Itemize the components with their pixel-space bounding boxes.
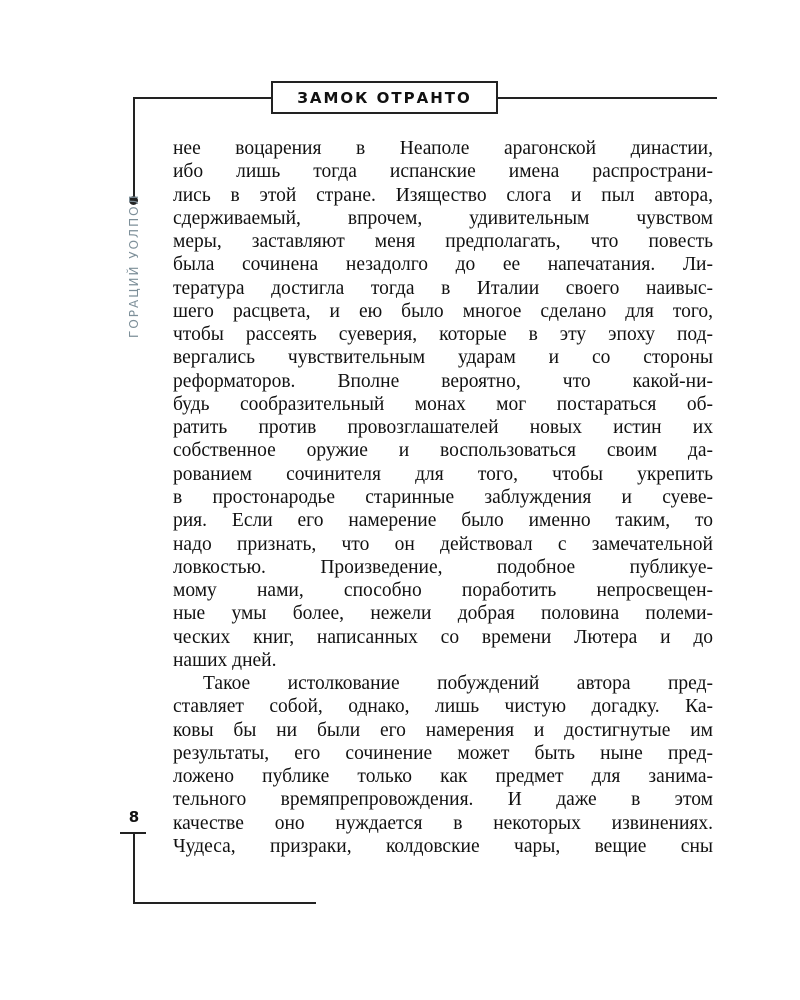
text-line: ложено публике только как предмет для занима- [173, 766, 713, 788]
text-line: рия. Если его намерение было именно таким, то [173, 510, 713, 532]
text-line: ные умы более, нежели добрая половина полеми- [173, 603, 713, 625]
text-line: ратить против провозглашателей новых истин их [173, 417, 713, 439]
text-line: тература достигла тогда в Италии своего наивыс- [173, 277, 713, 299]
text-line: ловкостью. Произведение, подобное публикуе- [173, 556, 713, 578]
text-line: Чудеса, призраки, колдовские чары, вещие сны [173, 835, 713, 857]
text-line: надо признать, что он действовал с замечательной [173, 533, 713, 555]
running-head [127, 193, 141, 338]
text-line: будь сообразительный монах мог постараться об- [173, 393, 713, 415]
body-text [173, 137, 713, 858]
paragraph-end-line: наших дней. [173, 649, 277, 671]
text-line: рованием сочинителя для того, чтобы укрепить [173, 463, 713, 485]
book-title: ЗАМОК ОТРАНТО [297, 88, 472, 107]
margin-rule-top [133, 97, 135, 200]
text-line: сдерживаемый, впрочем, удивительным чувством [173, 207, 713, 229]
text-line: ставляет собой, однако, лишь чистую догадку. Ка- [173, 696, 713, 718]
text-line: нее воцарения в Неаполе арагонской династии, [173, 138, 713, 159]
page-number: 8 [128, 808, 140, 826]
text-line: мому нами, способно поработить непросвещен- [173, 580, 713, 602]
text-line: была сочинена незадолго до ее напечатания. Ли- [173, 254, 713, 276]
text-line: ческих книг, написанных со времени Лютера и до [173, 626, 713, 648]
text-line: качестве оно нуждается в некоторых извинениях. [173, 812, 713, 834]
footer-rule [133, 902, 316, 904]
text-line: тельного времяпрепровождения. И даже в этом [173, 789, 713, 811]
header-rule-right [498, 97, 717, 99]
text-line: ковы бы ни были его намерения и достигнутые им [173, 719, 713, 741]
text-line: результаты, его сочинение может быть ныне пред- [173, 742, 713, 764]
text-line: собственное оружие и воспользоваться своим да- [173, 440, 713, 462]
text-line: меры, заставляют меня предполагать, что повесть [173, 231, 713, 253]
header-rule-left [133, 97, 271, 99]
text-line: в простонародье старинные заблуждения и суеве- [173, 486, 713, 508]
text-line: ибо лишь тогда испанские имена распространи- [173, 161, 713, 183]
author-name: ГОРАЦИЙ УОЛПОЛ [127, 193, 141, 338]
text-line: лись в этой стране. Изящество слога и пыл автора, [173, 184, 713, 206]
margin-rule-bottom [133, 833, 135, 904]
text-line: реформаторов. Вполне вероятно, что какой-ни- [173, 370, 713, 392]
text-line: чтобы рассеять суеверия, которые в эту эпоху под- [173, 324, 713, 346]
text-line: вергались чувствительным ударам и со стороны [173, 347, 713, 369]
book-title-box [271, 81, 498, 114]
paragraph-first-line: Такое истолкование побуждений автора пред- [203, 673, 713, 695]
text-line: шего расцвета, и ею было многое сделано для того, [173, 300, 713, 322]
